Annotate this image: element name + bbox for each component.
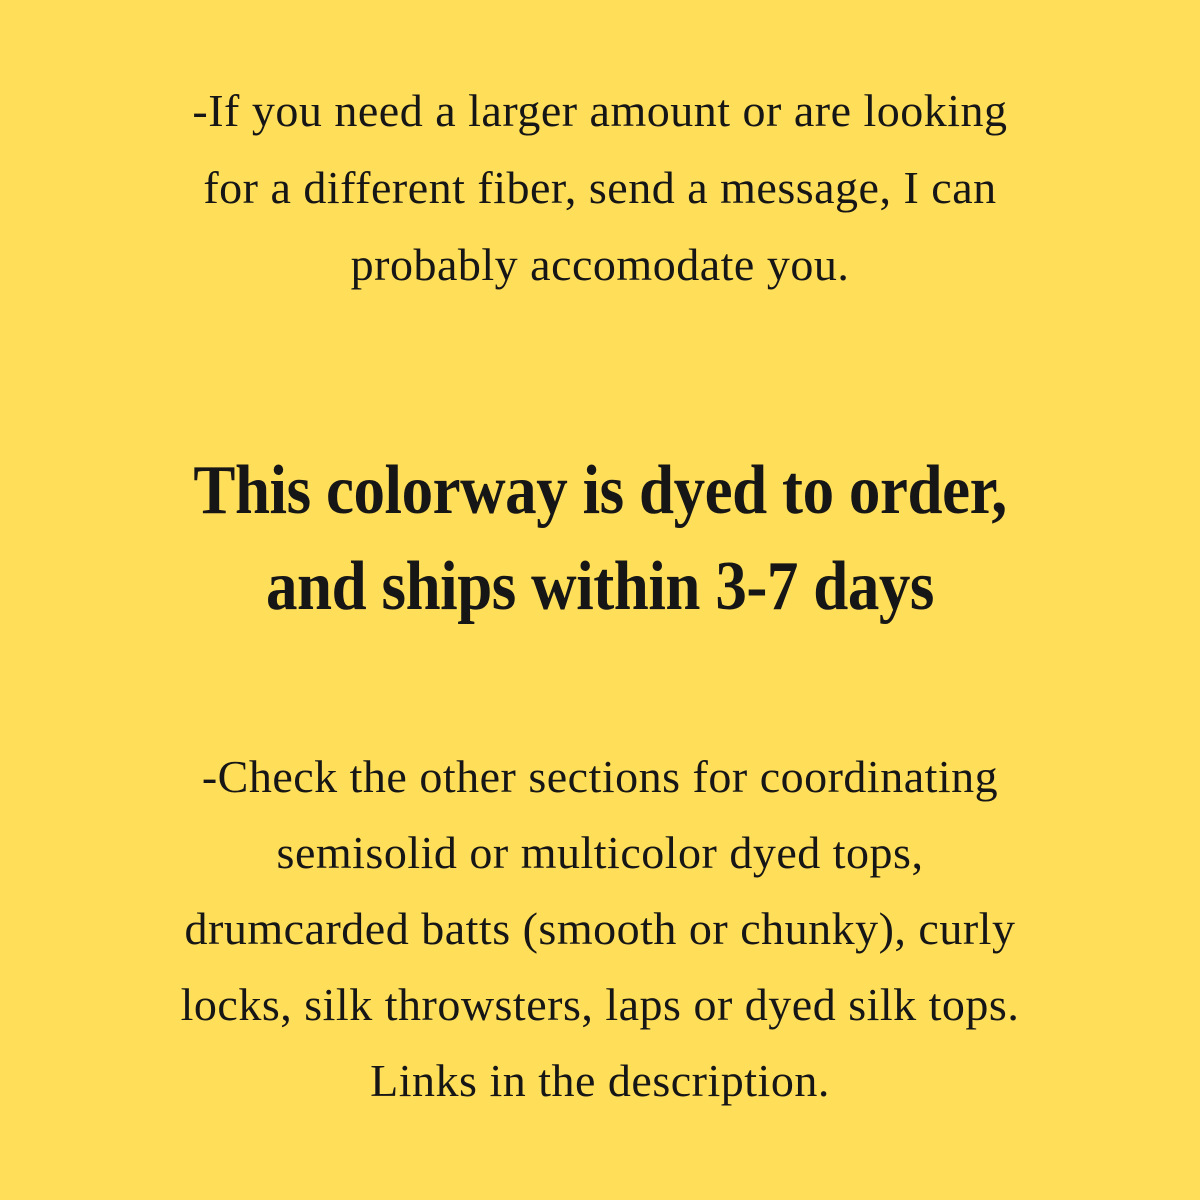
note-larger-amount-line-1: -If you need a larger amount or are looking	[192, 85, 1008, 136]
note-other-sections-line-1: -Check the other sections for coordinating	[201, 751, 999, 802]
heading-dyed-to-order	[105, 443, 1095, 635]
note-other-sections-line-5: Links in the description.	[370, 1055, 830, 1106]
note-other-sections-line-4: locks, silk throwsters, laps or dyed silk tops.	[180, 979, 1020, 1030]
heading-line-1: This colorway is dyed to order,	[193, 452, 1007, 529]
note-larger-amount-line-2: for a different fiber, send a message, I can	[203, 162, 997, 213]
note-larger-amount-line-3: probably accomodate you.	[350, 239, 850, 290]
note-larger-amount	[50, 72, 1150, 303]
note-other-sections	[50, 739, 1150, 1119]
heading-line-2: and ships within 3-7 days	[265, 548, 935, 625]
note-other-sections-line-2: semisolid or multicolor dyed tops,	[276, 827, 924, 878]
note-other-sections-line-3: drumcarded batts (smooth or chunky), curly	[184, 903, 1016, 954]
